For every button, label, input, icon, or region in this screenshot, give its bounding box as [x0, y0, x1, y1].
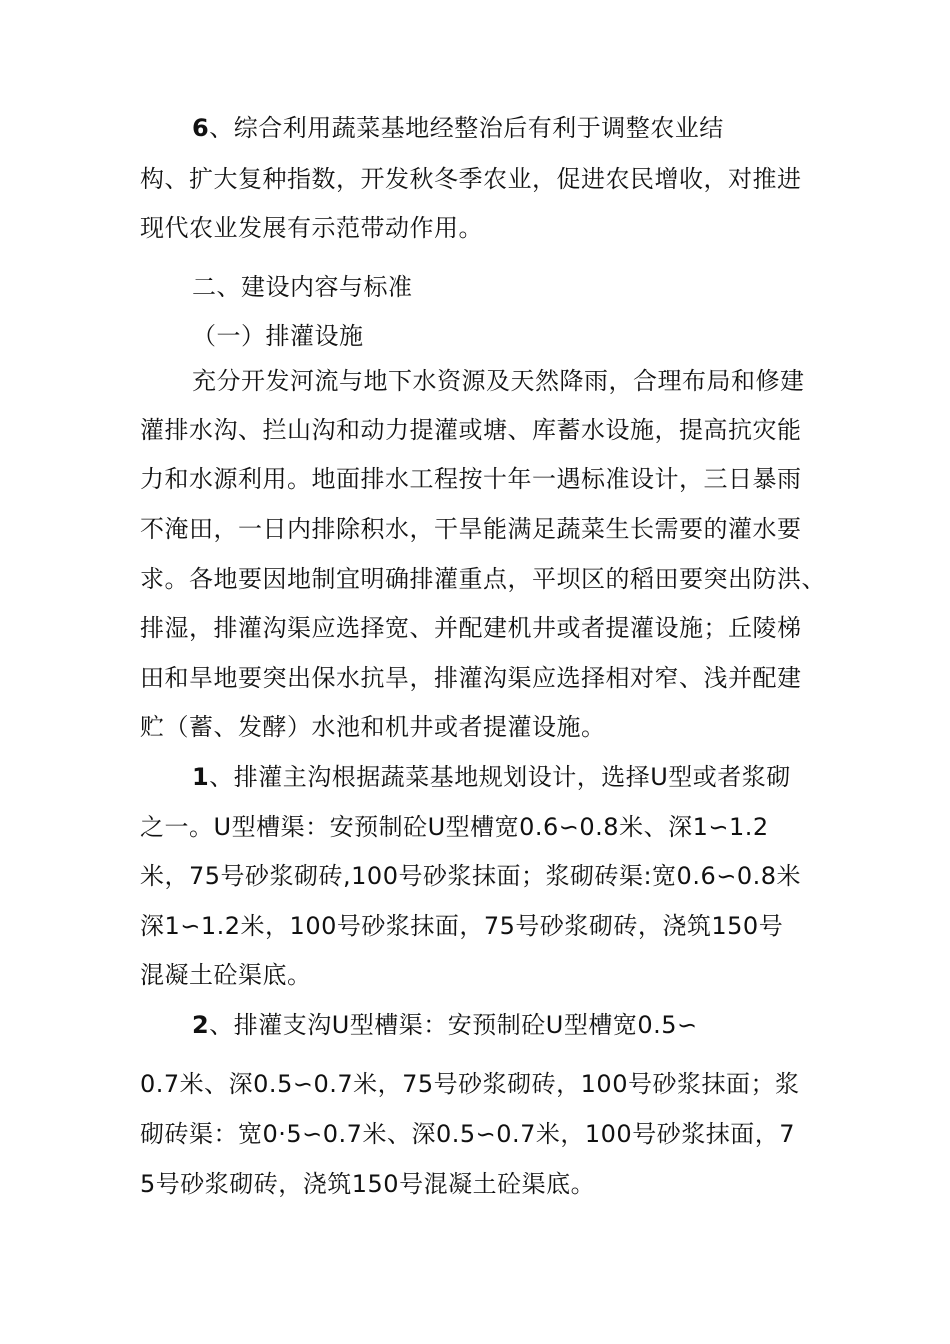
item-1-line: 之一。U型槽渠：安预制砼U型槽宽0.6∽0.8米、深1∽1.2 — [140, 813, 769, 841]
item-1-number: 1 — [192, 763, 210, 791]
item-2-line: 砌砖渠：宽0·5∽0.7米、深0.5∽0.7米，100号砂浆抹面，7 — [140, 1120, 795, 1148]
item-1-line: 米，75号砂浆砌砖,100号砂浆抹面；浆砌砖渠:宽0.6∽0.8米 — [140, 862, 802, 890]
item-2-line: 0.7米、深0.5∽0.7米，75号砂浆砌砖，100号砂浆抹面；浆 — [140, 1070, 800, 1098]
paragraph-6-number: 6 — [192, 114, 210, 142]
body-line: 贮（蓄、发酵）水池和机井或者提灌设施。 — [140, 713, 606, 741]
item-2-text: U型槽渠：安预制砼U型槽宽0.5∽ — [331, 1011, 698, 1039]
item-1-line: 混凝土砼渠底。 — [140, 961, 312, 989]
item-1-line: 深1∽1.2米，100号砂浆抹面，75号砂浆砌砖，浇筑150号 — [140, 912, 784, 940]
item-2-lead: 、排灌支沟 — [209, 1011, 332, 1039]
body-line: 力和水源利用。地面排水工程按十年一遇标准设计，三日暴雨 — [140, 465, 802, 493]
item-2-number: 2 — [192, 1011, 210, 1039]
item-1-lead: 、排灌主沟 — [209, 763, 332, 791]
paragraph-6-line-1 — [192, 112, 724, 144]
subsection-heading: （一）排灌设施 — [192, 322, 364, 350]
body-line: 求。各地要因地制宜明确排灌重点，平坝区的稻田要突出防洪、 — [140, 565, 826, 593]
paragraph-6-lead: 、综合利用 — [209, 114, 332, 142]
item-1-line-1 — [192, 761, 791, 793]
item-1-text: 根据蔬菜基地规划设计，选择U型或者浆砌 — [331, 763, 791, 791]
body-line: 灌排水沟、拦山沟和动力提灌或塘、库蓄水设施，提高抗灾能 — [140, 416, 802, 444]
body-line: 不淹田，一日内排除积水，干旱能满足蔬菜生长需要的灌水要 — [140, 515, 802, 543]
paragraph-6-line-2: 构、扩大复种指数，开发秋冬季农业，促进农民增收，对推进 — [140, 165, 802, 193]
body-line: 田和旱地要突出保水抗旱，排灌沟渠应选择相对窄、浅并配建 — [140, 664, 802, 692]
paragraph-6-line-3: 现代农业发展有示范带动作用。 — [140, 214, 483, 242]
body-line: 排湿，排灌沟渠应选择宽、并配建机井或者提灌设施；丘陵梯 — [140, 614, 802, 642]
paragraph-6-text: 蔬菜基地经整治后有利于调整农业结 — [331, 114, 724, 142]
item-2-line: 5号砂浆砌砖，浇筑150号混凝土砼渠底。 — [140, 1170, 596, 1198]
body-line: 充分开发河流与地下水资源及天然降雨，合理布局和修建 — [192, 367, 805, 395]
item-2-line-1 — [192, 1009, 698, 1041]
section-heading: 二、建设内容与标准 — [192, 273, 413, 301]
